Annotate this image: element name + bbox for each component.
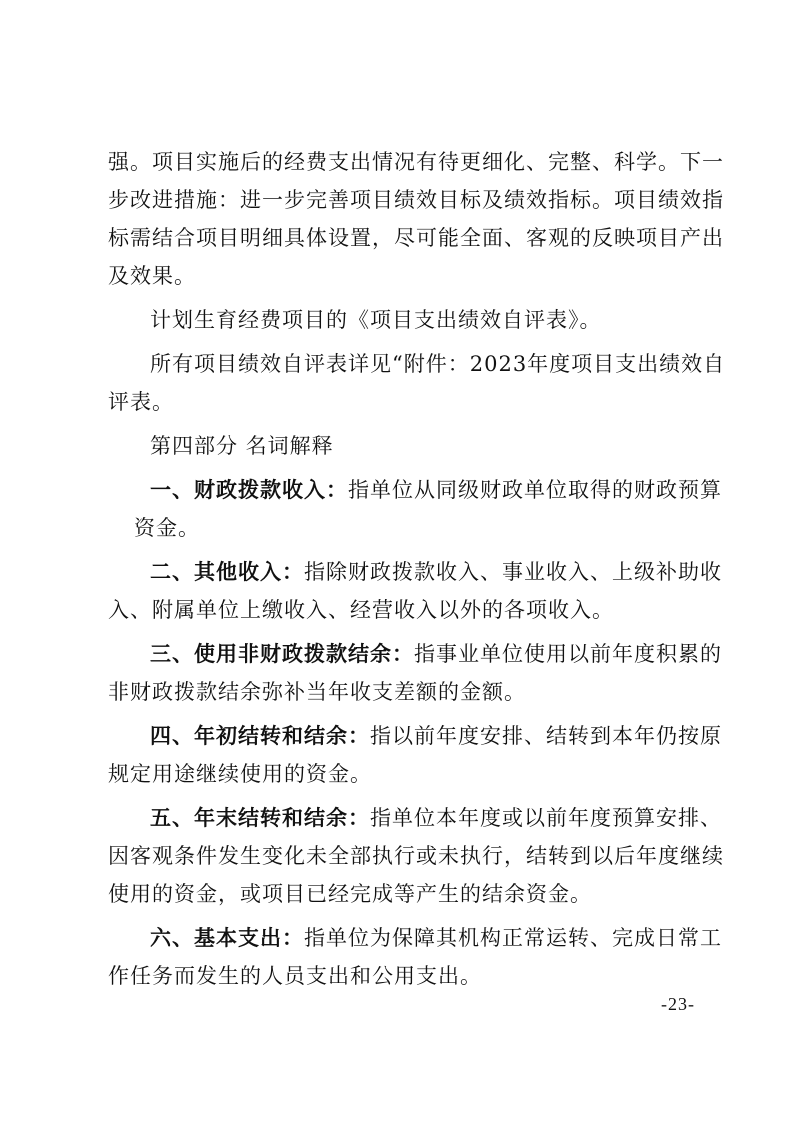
term-definition bbox=[108, 471, 722, 509]
term-text: 指事业单位使用以前年度积累的 bbox=[414, 642, 722, 666]
term-text-line: 规定用途继续使用的资金。 bbox=[108, 762, 372, 786]
section-heading: 第四部分 名词解释 bbox=[150, 434, 334, 458]
term-definition bbox=[108, 799, 722, 837]
term-text-line: 作任务而发生的人员支出和公用支出。 bbox=[108, 964, 482, 988]
term-text: 指除财政拨款收入、事业收入、上级补助收 bbox=[304, 560, 722, 584]
body-text bbox=[108, 143, 726, 995]
term-text: 指单位本年度或以前年度预算安排、 bbox=[370, 806, 722, 830]
term-label: 一、财政拨款收入： bbox=[150, 478, 348, 502]
paragraph-line: 评表。 bbox=[108, 390, 174, 414]
term-label: 五、年末结转和结余： bbox=[150, 806, 370, 830]
term-text: 指单位从同级财政单位取得的财政预算 bbox=[348, 478, 722, 502]
term-definition bbox=[108, 635, 722, 673]
term-definition bbox=[108, 717, 722, 755]
page-number: -23- bbox=[661, 994, 695, 1014]
term-text: 指单位为保障其机构正常运转、完成日常工 bbox=[304, 926, 722, 950]
term-definition bbox=[108, 553, 722, 591]
term-label: 二、其他收入： bbox=[150, 560, 304, 584]
paragraph-line: 及效果。 bbox=[108, 264, 196, 288]
term-text-line: 非财政拨款结余弥补当年收支差额的金额。 bbox=[108, 680, 526, 704]
paragraph-line: 标需结合项目明细具体设置，尽可能全面、客观的反映项目产出 bbox=[108, 226, 724, 250]
term-label: 三、使用非财政拨款结余： bbox=[150, 642, 414, 666]
term-text-line: 资金。 bbox=[134, 516, 200, 540]
term-text-line: 使用的资金，或项目已经完成等产生的结余资金。 bbox=[108, 882, 592, 906]
paragraph-line: 强。项目实施后的经费支出情况有待更细化、完整、科学。下一 bbox=[108, 150, 724, 174]
term-text-line: 因客观条件发生变化未全部执行或未执行，结转到以后年度继续 bbox=[108, 844, 724, 868]
paragraph-line: 步改进措施：进一步完善项目绩效目标及绩效指标。项目绩效指 bbox=[108, 188, 724, 212]
term-text-line: 入、附属单位上缴收入、经营收入以外的各项收入。 bbox=[108, 598, 614, 622]
term-text: 指以前年度安排、结转到本年仍按原 bbox=[370, 724, 722, 748]
term-label: 六、基本支出： bbox=[150, 926, 304, 950]
paragraph-line: 计划生育经费项目的《项目支出绩效自评表》。 bbox=[150, 308, 602, 332]
paragraph-line: 所有项目绩效自评表详见“附件：2023年度项目支出绩效自 bbox=[150, 352, 726, 376]
term-definition bbox=[108, 919, 722, 957]
term-label: 四、年初结转和结余： bbox=[150, 724, 370, 748]
